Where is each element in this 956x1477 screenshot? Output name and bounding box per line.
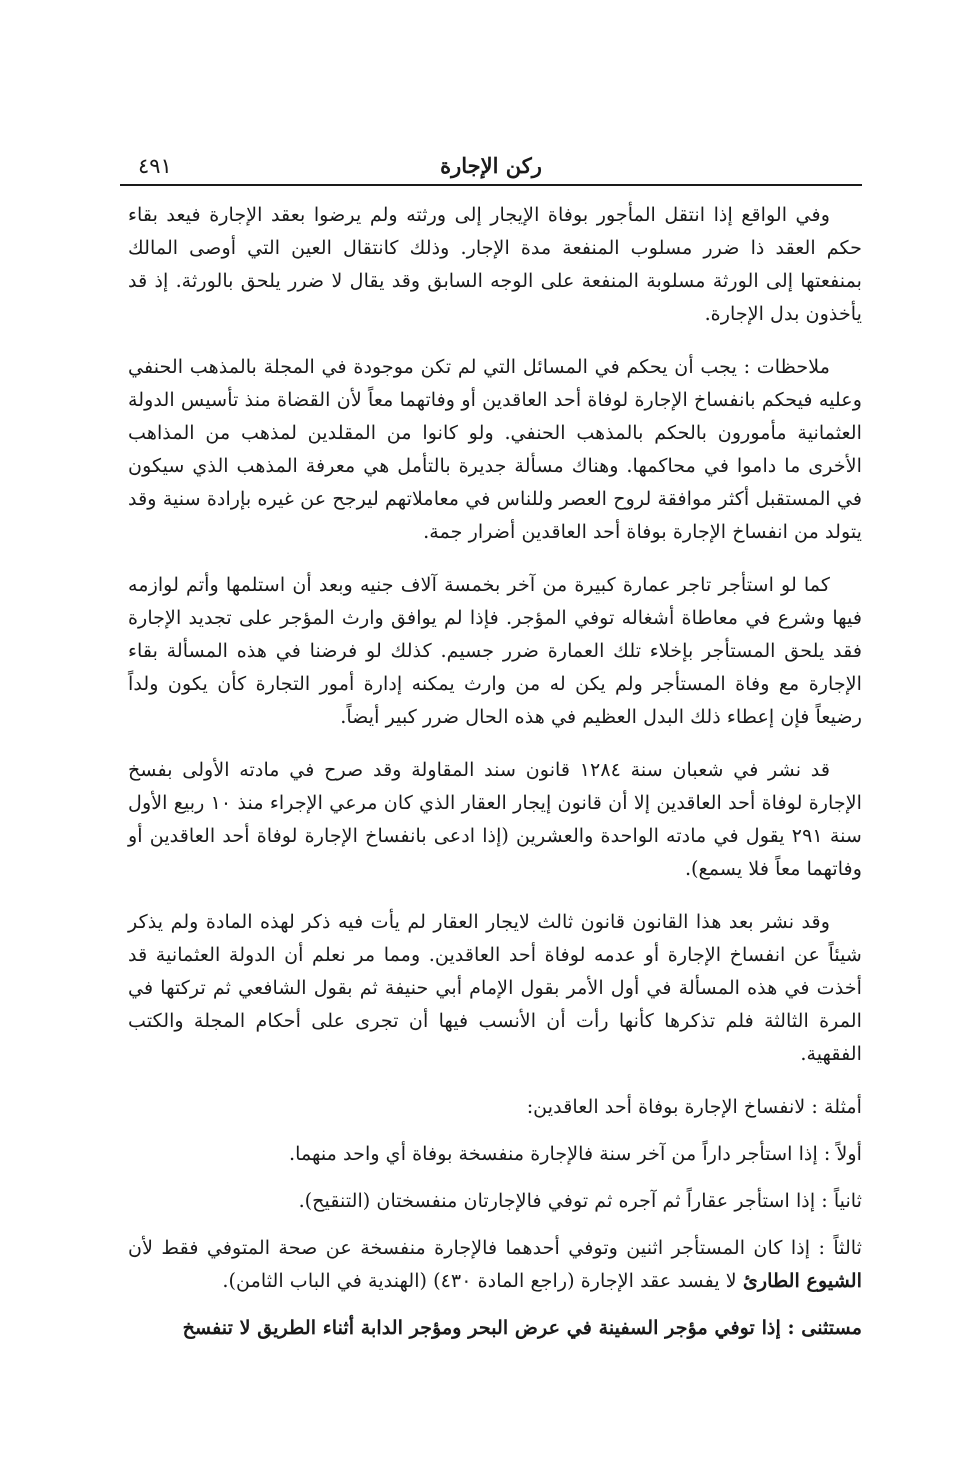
- paragraph-4: قد نشر في شعبان سنة ١٢٨٤ قانون سند المقاولة وقد صرح في مادته الأولى بفسخ الإجارة لوفاة أحد العاقدين إلا أن قانون إيجار العقار الذي كان مرعي الإجراء منذ ١٠ ربيع الأول سنة ٢٩١ يقول في مادته الواحدة والعشرين (إذا ادعى بانفساخ الإجارة لوفاة أحد العاقدين أو وفاتهما معاً فلا يسمع).: [128, 758, 862, 880]
- notes-label: ملاحظات :: [743, 355, 830, 378]
- page-body: [128, 198, 862, 1358]
- example-first-text: إذا استأجر داراً من آخر سنة فالإجارة منفسخة بوفاة أي واحد منهما.: [289, 1142, 818, 1165]
- examples-label: أمثلة :: [811, 1095, 862, 1118]
- example-second-text: إذا استأجر عقاراً ثم آجره ثم توفي فالإجارتان منفسختان (التنقيح).: [298, 1189, 816, 1212]
- exception-line: [128, 1311, 862, 1344]
- example-first: [128, 1137, 862, 1170]
- paragraph-5: وقد نشر بعد هذا القانون قانون ثالث لايجار العقار لم يأت فيه ذكر لهذه المادة ولم يذكر شيئاً عن انفساخ الإجارة أو عدمه لوفاة أحد العاقدين. ومما مر نعلم أن الدولة العثمانية قد أخذت في هذه المسألة في أول الأمر بقول الإمام أبي حنيفة ثم بقول الشافعي ثم تركتها في المرة الثالثة فلم تذكرها كأنها رأت أن الأنسب فيها أن تجرى على أحكام المجلة والكتب الفقهية.: [128, 910, 862, 1065]
- example-third-label: ثالثاً :: [818, 1236, 862, 1259]
- example-second-label: ثانياً :: [821, 1189, 862, 1212]
- running-title: ركن الإجارة: [440, 153, 542, 178]
- example-third-term: الشيوع الطارئ: [742, 1269, 862, 1292]
- example-first-label: أولاً :: [823, 1142, 862, 1165]
- example-third-text: إذا كان المستأجر اثنين وتوفي أحدهما فالإجارة منفسخة عن صحة المتوفي فقط لأن: [128, 1236, 811, 1259]
- example-second: [128, 1184, 862, 1217]
- notes-text: يجب أن يحكم في المسائل التي لم تكن موجودة في المجلة بالمذهب الحنفي وعليه فيحكم بانفساخ الإجارة لوفاة أحد العاقدين أو وفاتهما معاً لأن القضاة منذ تأسيس الدولة العثمانية مأمورون بالحكم بالمذهب الحنفي. ولو كانوا من المقلدين لمذهب من المذاهب الأخرى ما داموا في محاكمها. وهناك مسألة جديرة بالتأمل هي معرفة المذهب الذي سيكون في المستقبل أكثر موافقة لروح العصر وللناس في معاملاتهم ليرجح عن غيره بإرادة سنية وقد يتولد من انفساخ الإجارة بوفاة أحد العاقدين أضرار جمة.: [128, 355, 862, 543]
- paragraph-1: وفي الواقع إذا انتقل المأجور بوفاة الإيجار إلى ورثته ولم يرضوا بعقد الإجارة فيعد بقاء حكم العقد ذا ضرر مسلوب المنفعة مدة الإجار. وذلك كانتقال العين التي أوصى المالك بمنفعتها إلى الورثة مسلوبة المنفعة على الوجه السابق وقد يقال لا ضرر يلحق بالورثة. إذ قد يأخذون بدل الإجارة.: [128, 203, 862, 325]
- exception-label: مستثنى :: [787, 1316, 862, 1339]
- exception-text: إذا توفي مؤجر السفينة في عرض البحر ومؤجر الدابة أثناء الطريق لا تنفسخ: [182, 1316, 781, 1339]
- example-third: [128, 1231, 862, 1297]
- examples-intro: لانفساخ الإجارة بوفاة أحد العاقدين:: [526, 1095, 806, 1118]
- example-third-rest: لا يفسد عقد الإجارة (راجع المادة ٤٣٠) (الهندية في الباب الثامن).: [222, 1269, 737, 1292]
- paragraph-notes: [128, 350, 862, 548]
- examples-heading: [128, 1090, 862, 1123]
- page-number: ٤٩١: [138, 154, 172, 178]
- paragraph-3: كما لو استأجر تاجر عمارة كبيرة من آخر بخمسة آلاف جنيه وبعد أن استلمها وأتم لوازمه فيها وشرع في معاطاة أشغاله توفي المؤجر. فإذا لم يوافق وارث المؤجر على تجديد الإجارة فقد يلحق المستأجر بإخلاء تلك العمارة ضرر جسيم. كذلك لو فرضنا في هذه المسألة بقاء الإجارة مع وفاة المستأجر ولم يكن له من وارث يمكنه إدارة أمور التجارة كأن يكون ولداً رضيعاً فإن إعطاء ذلك البدل العظيم في هذه الحال ضرر كبير أيضاً.: [128, 573, 862, 728]
- page-header: [120, 140, 862, 186]
